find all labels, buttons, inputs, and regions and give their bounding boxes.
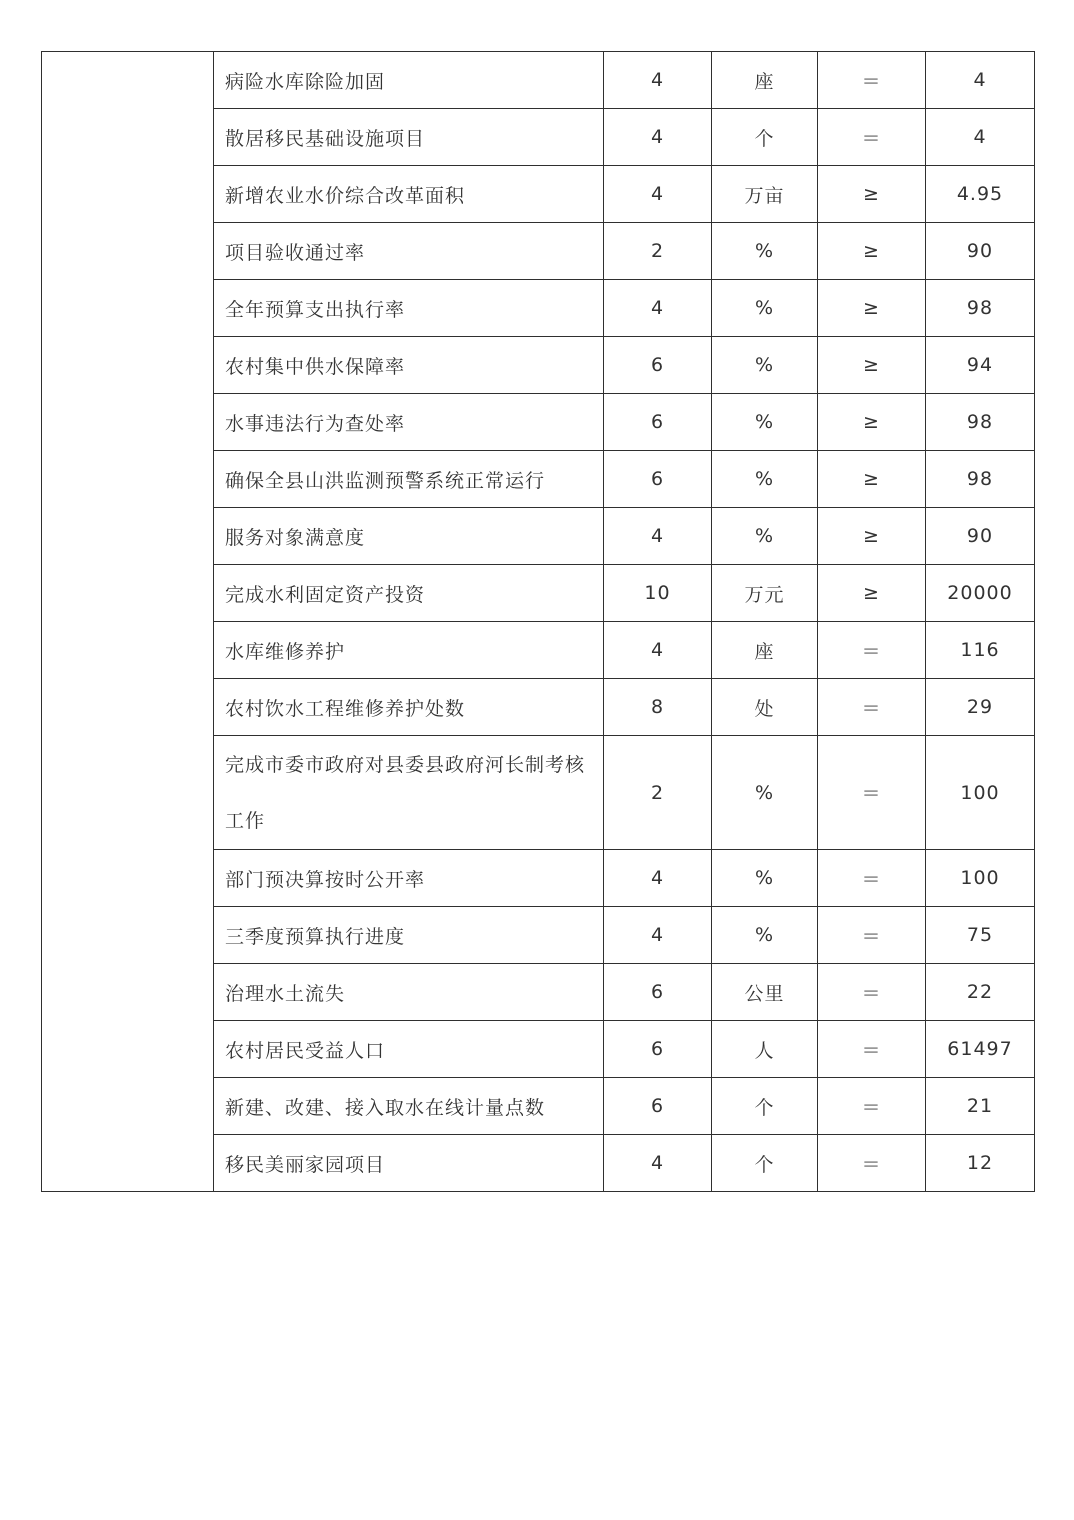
indicator-operator: ≥	[818, 508, 926, 565]
indicator-operator: ＝	[818, 1078, 926, 1135]
indicator-weight: 4	[604, 52, 712, 109]
indicator-unit: 万元	[712, 565, 818, 622]
indicator-target: 20000	[926, 565, 1035, 622]
indicator-target: 61497	[926, 1021, 1035, 1078]
indicator-weight: 4	[604, 508, 712, 565]
indicator-target: 4	[926, 109, 1035, 166]
indicator-weight: 6	[604, 1021, 712, 1078]
indicator-target: 4.95	[926, 166, 1035, 223]
indicator-weight: 6	[604, 451, 712, 508]
indicator-weight: 4	[604, 1135, 712, 1192]
indicator-operator: ≥	[818, 280, 926, 337]
indicator-name: 散居移民基础设施项目	[214, 109, 604, 166]
indicator-target: 4	[926, 52, 1035, 109]
indicator-unit: %	[712, 850, 818, 907]
indicator-name: 服务对象满意度	[214, 508, 604, 565]
indicator-target: 100	[926, 850, 1035, 907]
indicator-target: 98	[926, 280, 1035, 337]
indicator-target: 98	[926, 394, 1035, 451]
indicator-unit: %	[712, 223, 818, 280]
indicator-operator: ＝	[818, 907, 926, 964]
indicator-unit: %	[712, 337, 818, 394]
indicator-weight: 6	[604, 337, 712, 394]
indicator-operator: ＝	[818, 622, 926, 679]
indicator-weight: 4	[604, 166, 712, 223]
indicator-target: 116	[926, 622, 1035, 679]
indicator-name: 移民美丽家园项目	[214, 1135, 604, 1192]
indicator-unit: %	[712, 280, 818, 337]
indicator-name: 新建、改建、接入取水在线计量点数	[214, 1078, 604, 1135]
indicator-name: 项目验收通过率	[214, 223, 604, 280]
indicator-target: 29	[926, 679, 1035, 736]
indicator-weight: 4	[604, 622, 712, 679]
indicator-target: 100	[926, 736, 1035, 850]
indicator-operator: ＝	[818, 736, 926, 850]
indicator-name: 完成市委市政府对县委县政府河长制考核工作	[214, 736, 604, 850]
indicator-target: 90	[926, 223, 1035, 280]
indicator-name: 水事违法行为查处率	[214, 394, 604, 451]
indicator-operator: ＝	[818, 52, 926, 109]
indicator-unit: 个	[712, 1078, 818, 1135]
indicator-weight: 2	[604, 223, 712, 280]
indicator-weight: 2	[604, 736, 712, 850]
table-row	[42, 52, 1035, 109]
indicator-unit: %	[712, 907, 818, 964]
indicator-unit: 座	[712, 52, 818, 109]
indicator-weight: 6	[604, 394, 712, 451]
indicator-unit: %	[712, 451, 818, 508]
indicator-weight: 4	[604, 109, 712, 166]
indicator-name: 农村集中供水保障率	[214, 337, 604, 394]
indicator-operator: ＝	[818, 850, 926, 907]
indicator-target: 90	[926, 508, 1035, 565]
indicator-name: 治理水土流失	[214, 964, 604, 1021]
indicator-weight: 10	[604, 565, 712, 622]
indicator-name: 水库维修养护	[214, 622, 604, 679]
indicator-weight: 4	[604, 850, 712, 907]
indicator-name: 三季度预算执行进度	[214, 907, 604, 964]
indicator-operator: ≥	[818, 166, 926, 223]
indicator-unit: 个	[712, 109, 818, 166]
indicator-unit: %	[712, 736, 818, 850]
indicator-target: 98	[926, 451, 1035, 508]
indicator-name: 农村居民受益人口	[214, 1021, 604, 1078]
indicator-unit: 座	[712, 622, 818, 679]
indicator-weight: 4	[604, 280, 712, 337]
indicator-name: 农村饮水工程维修养护处数	[214, 679, 604, 736]
indicator-operator: ＝	[818, 679, 926, 736]
indicator-target: 75	[926, 907, 1035, 964]
indicator-target: 94	[926, 337, 1035, 394]
indicator-name: 部门预决算按时公开率	[214, 850, 604, 907]
indicator-name: 确保全县山洪监测预警系统正常运行	[214, 451, 604, 508]
indicator-operator: ＝	[818, 964, 926, 1021]
indicator-unit: 个	[712, 1135, 818, 1192]
indicator-target: 12	[926, 1135, 1035, 1192]
indicator-operator: ≥	[818, 223, 926, 280]
indicator-weight: 6	[604, 1078, 712, 1135]
indicator-unit: %	[712, 508, 818, 565]
indicator-target: 21	[926, 1078, 1035, 1135]
indicator-name: 新增农业水价综合改革面积	[214, 166, 604, 223]
indicator-unit: 万亩	[712, 166, 818, 223]
indicator-operator: ≥	[818, 451, 926, 508]
indicator-name: 完成水利固定资产投资	[214, 565, 604, 622]
group-cell	[42, 52, 214, 1192]
indicator-unit: 人	[712, 1021, 818, 1078]
indicator-weight: 8	[604, 679, 712, 736]
indicator-target: 22	[926, 964, 1035, 1021]
indicator-operator: ＝	[818, 1021, 926, 1078]
indicator-operator: ≥	[818, 394, 926, 451]
indicator-weight: 4	[604, 907, 712, 964]
indicator-name: 全年预算支出执行率	[214, 280, 604, 337]
indicator-unit: 公里	[712, 964, 818, 1021]
indicator-unit: %	[712, 394, 818, 451]
indicator-table	[41, 51, 1035, 1192]
indicator-operator: ＝	[818, 109, 926, 166]
indicator-unit: 处	[712, 679, 818, 736]
indicator-operator: ＝	[818, 1135, 926, 1192]
indicator-operator: ≥	[818, 565, 926, 622]
indicator-weight: 6	[604, 964, 712, 1021]
indicator-name: 病险水库除险加固	[214, 52, 604, 109]
indicator-operator: ≥	[818, 337, 926, 394]
